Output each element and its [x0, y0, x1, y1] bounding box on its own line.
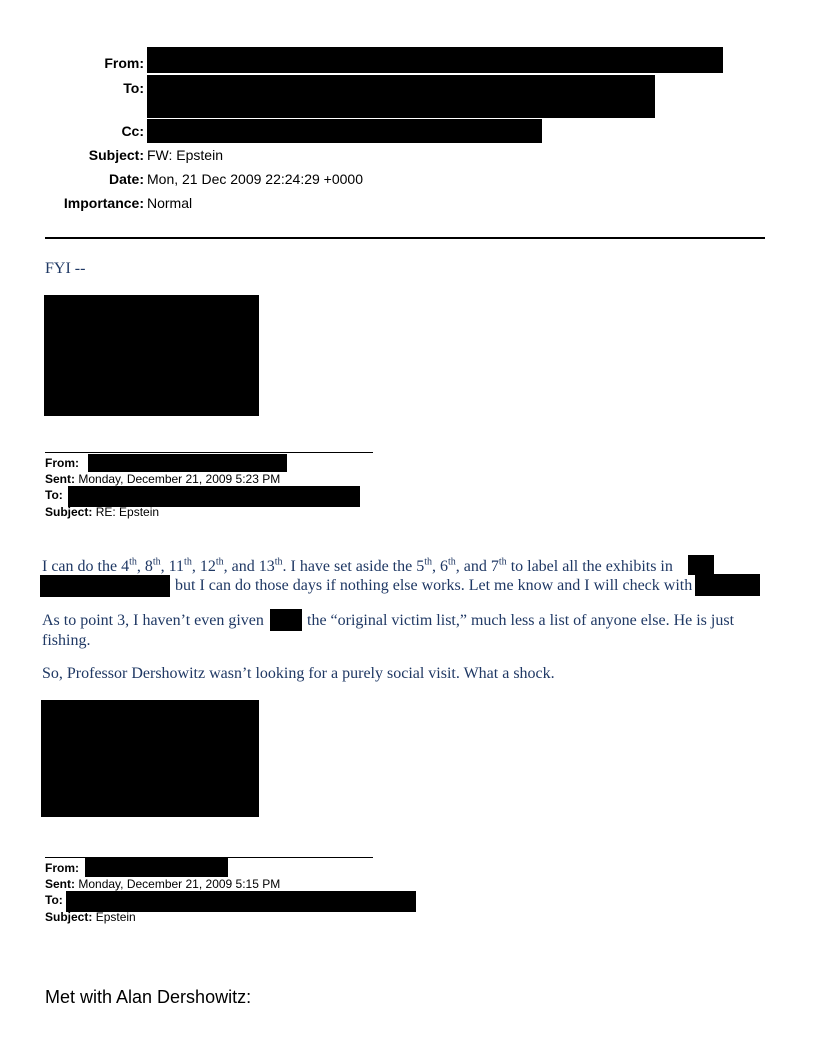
- redacted-to: [147, 75, 655, 118]
- message2-line3: As to point 3, I haven’t even given: [42, 612, 264, 629]
- redacted-inline-2: [40, 575, 170, 597]
- redacted-forward1-from: [88, 454, 287, 472]
- forward2-subject: Subject: Epstein: [45, 910, 136, 924]
- redacted-forward1-to: [68, 486, 360, 507]
- message3-line1: Met with Alan Dershowitz:: [45, 987, 252, 1007]
- fyi-text: FYI --: [45, 260, 86, 277]
- message2-line4: fishing.: [42, 632, 91, 649]
- to-label: To:: [123, 80, 144, 96]
- forward1-sent: Sent: Monday, December 21, 2009 5:23 PM: [45, 472, 281, 486]
- redacted-signature-2: [41, 700, 259, 817]
- redacted-forward2-from: [85, 858, 228, 877]
- date-label: Date:: [108, 171, 144, 187]
- importance-label: Importance:: [63, 195, 144, 211]
- forward1-to: To:: [45, 488, 63, 502]
- cc-label: Cc:: [121, 123, 144, 139]
- forward1-from: From:: [45, 456, 79, 470]
- message2-line3b: the “original victim list,” much less a list of anyone else. He is just: [307, 612, 735, 629]
- header-divider: [45, 237, 765, 239]
- message2-line2: but I can do those days if nothing else works. Let me know and I will check with: [175, 577, 693, 594]
- subject-value: FW: Epstein: [147, 147, 223, 163]
- forward2-to: To:: [45, 893, 63, 907]
- redacted-inline-3: [695, 574, 760, 596]
- from-label: From:: [104, 55, 144, 71]
- redacted-inline-4: [270, 609, 302, 631]
- importance-value: Normal: [147, 195, 193, 211]
- forward1-subject: Subject: RE: Epstein: [45, 505, 160, 519]
- redacted-cc: [147, 119, 542, 143]
- redacted-signature-1: [44, 295, 259, 416]
- message2-line5: So, Professor Dershowitz wasn’t looking for a purely social visit. What a shock.: [42, 665, 555, 682]
- message2-line1: I can do the 4th, 8th, 11th, 12th, and 13th. I have set aside the 5th, 6th, and 7th to label all the exhibits in: [42, 556, 673, 575]
- subject-label: Subject:: [88, 147, 144, 163]
- redacted-inline-1: [688, 555, 714, 575]
- redacted-forward2-to: [66, 891, 416, 912]
- forward2-from: From:: [45, 861, 79, 875]
- date-value: Mon, 21 Dec 2009 22:24:29 +0000: [147, 171, 364, 187]
- forward2-sent: Sent: Monday, December 21, 2009 5:15 PM: [45, 877, 281, 891]
- redacted-from: [147, 47, 723, 73]
- forward-divider-1: [45, 452, 373, 453]
